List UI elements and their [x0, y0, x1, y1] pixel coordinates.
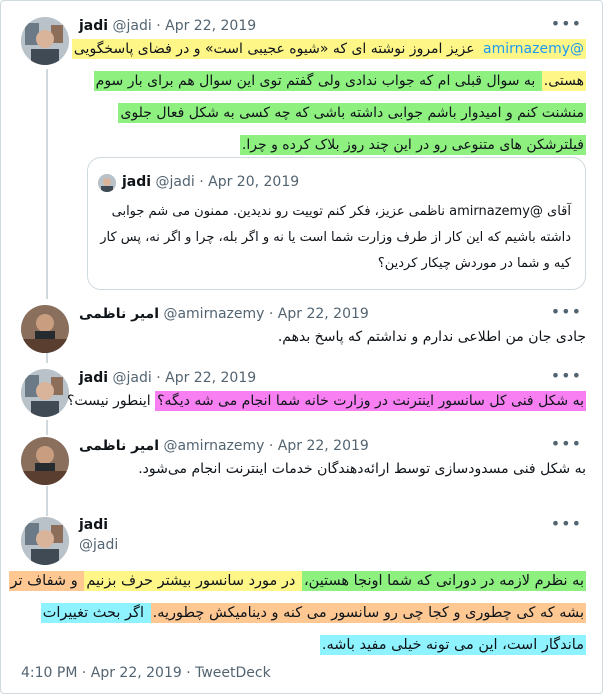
author-handle[interactable]: @jadi — [79, 537, 119, 553]
text-segment: هستی. — [543, 73, 584, 89]
tweet-text — [79, 329, 586, 359]
tweet-header — [79, 435, 369, 457]
quoted-line: کیه و شما در موردش چیکار کردین؟ — [377, 256, 571, 271]
thread-connector — [46, 353, 48, 363]
quoted-author-name: jadi — [122, 174, 152, 190]
text-segment: به شکل فنی مسدودسازی توسط ارائه‌دهندگان خدمات اینترنت انجام می‌شود. — [138, 461, 586, 477]
tweet-text-line — [118, 105, 586, 121]
text-segment: جادی جان من اطلاعی ندارم و نداشتم که پاسخ بدهم. — [277, 329, 586, 345]
quoted-meta: @jadi · Apr 20, 2019 — [155, 174, 300, 190]
tweet-header — [79, 303, 369, 325]
tweet-text — [79, 461, 586, 491]
author-name[interactable]: jadi — [79, 370, 109, 386]
text-segment: عزیز امروز نوشته ای که «شیوه عجیبی است» و در فضای پاسخگویی — [73, 41, 480, 57]
more-options-icon[interactable]: ••• — [550, 14, 582, 33]
tweet-meta[interactable]: @jadi · Apr 22, 2019 — [112, 18, 257, 34]
tweet-text — [73, 41, 586, 161]
tweet-text — [66, 393, 586, 423]
text-segment: به سوال قبلی ام که جواب ندادی ولی گفتم توی این سوال هم برای بار سوم — [95, 73, 540, 89]
tweet-text-line — [138, 461, 586, 477]
tweet-text-line — [278, 329, 586, 345]
tweet-text-line — [72, 41, 586, 57]
tweet-meta[interactable]: @jadi · Apr 22, 2019 — [112, 370, 257, 386]
more-options-icon[interactable]: ••• — [550, 434, 582, 453]
author-name[interactable]: امیر ناظمی — [79, 438, 160, 454]
tweet-text — [10, 573, 586, 663]
text-segment: ماندگار است، این می تونه خیلی مفید باشه. — [321, 637, 584, 653]
avatar[interactable] — [21, 369, 69, 417]
thread-connector — [46, 486, 48, 516]
tweet-header — [79, 367, 256, 389]
quoted-tweet[interactable] — [87, 157, 586, 290]
text-segment: و شفاف تر — [10, 573, 83, 589]
text-segment: به شکل فنی کل سانسور اینترنت در وزارت خانه شما انجام می شه دیگه؟ — [157, 393, 584, 409]
more-options-icon[interactable]: ••• — [550, 366, 582, 385]
quoted-header — [122, 171, 299, 193]
text-segment: به نظرم لازمه در دورانی که شما اونجا هستین، — [304, 573, 584, 589]
tweet-timestamp-source[interactable]: 4:10 PM · Apr 22, 2019 · TweetDeck — [21, 665, 271, 681]
thread-connector — [46, 420, 48, 435]
quoted-text — [102, 204, 571, 284]
text-segment: منشنت کنم و امیدوار باشم جوابی داشته باشی که چه کسی به شکل فعال جلوی — [120, 105, 584, 121]
tweet-text-line — [67, 393, 586, 409]
tweet-text-line — [240, 137, 586, 153]
more-options-icon[interactable]: ••• — [550, 302, 582, 321]
thread-connector — [46, 69, 48, 299]
tweet-text-line — [94, 73, 586, 89]
avatar[interactable] — [21, 17, 69, 65]
quoted-avatar — [98, 174, 116, 192]
tweet-text-line — [9, 573, 587, 589]
avatar[interactable] — [21, 517, 69, 565]
author-name[interactable]: امیر ناظمی — [79, 306, 160, 322]
avatar[interactable] — [21, 437, 69, 485]
tweet-header — [79, 15, 256, 37]
more-options-icon[interactable]: ••• — [550, 514, 582, 533]
text-segment: فیلترشکن های متنوعی رو در این چند روز بلاک کرده و چرا. — [241, 137, 584, 153]
tweet-meta[interactable]: @amirnazemy · Apr 22, 2019 — [163, 306, 369, 322]
author-name[interactable]: jadi — [79, 517, 109, 533]
tweet-text-line — [41, 605, 586, 621]
avatar[interactable] — [21, 305, 69, 353]
quoted-line: آقای @amirnazemy ناظمی عزیز، فکر کنم توییت رو ندیدین. ممنون می شم جوابی — [111, 204, 571, 219]
text-segment: بشه که کی چطوری و کجا چی رو سانسور می کنه و دینامیکش چطوریه. — [152, 605, 584, 621]
mention-link[interactable]: @amirnazemy — [483, 41, 584, 57]
tweet-text-line — [320, 637, 586, 653]
text-segment: اینطور نیست؟ — [66, 393, 156, 409]
quoted-line: داشته باشیم که این کار از طرف وزارت شما است یا نه و اگر بله، چرا و اگر نه، پس کار — [100, 230, 571, 245]
tweet-header — [79, 515, 118, 555]
tweet-meta[interactable]: @amirnazemy · Apr 22, 2019 — [163, 438, 369, 454]
text-segment: در مورد سانسور بیشتر حرف بزنیم — [86, 573, 300, 589]
author-name[interactable]: jadi — [79, 18, 109, 34]
text-segment: اگر بحث تغییرات — [42, 605, 149, 621]
